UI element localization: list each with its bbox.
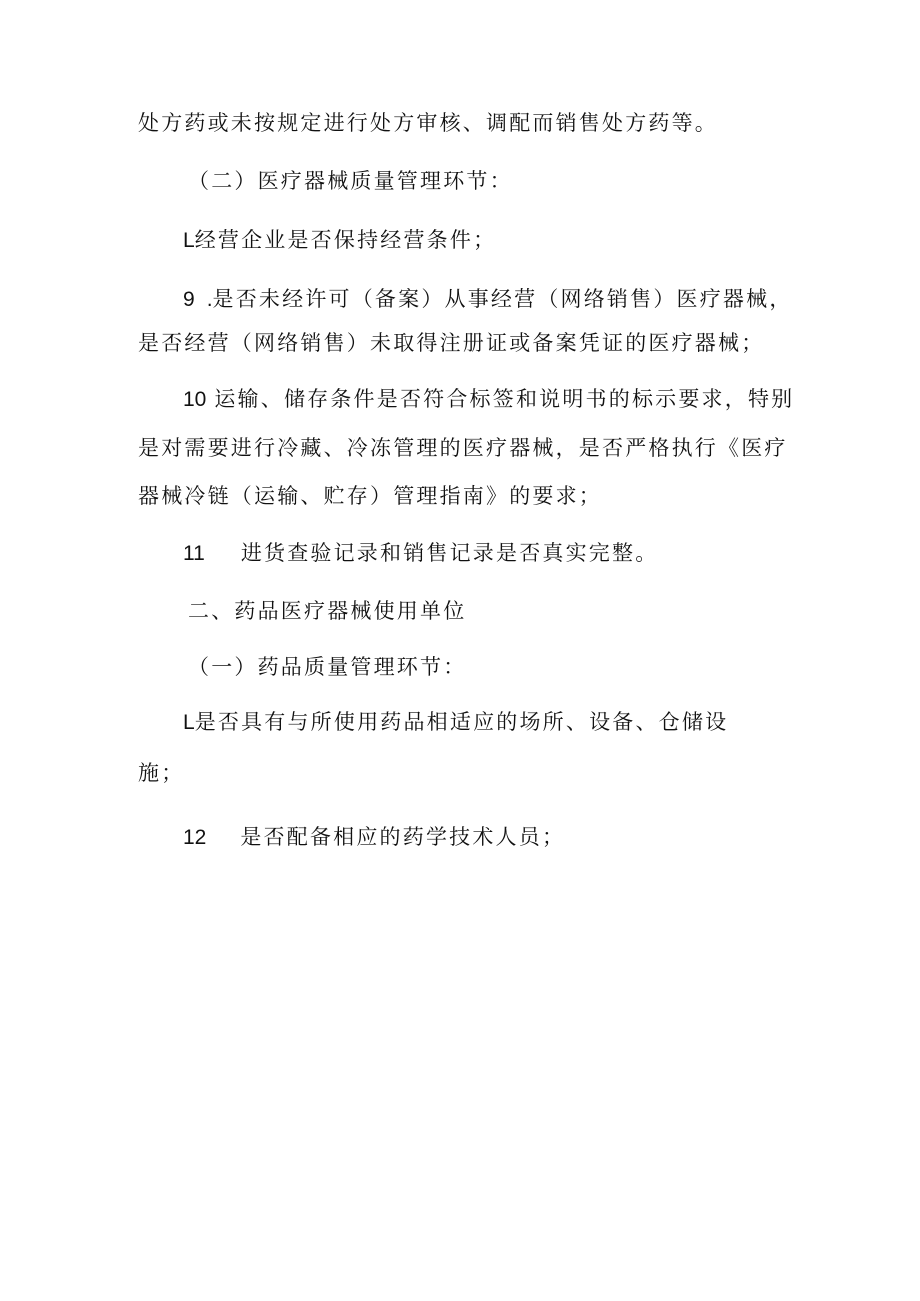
line-text: 器械冷链（运输、贮存）管理指南》的要求； xyxy=(138,484,602,508)
list-item-l-2 xyxy=(183,707,728,738)
section-heading-device-quality xyxy=(188,166,513,196)
line-text: 二、药品医疗器械使用单位 xyxy=(188,599,467,623)
list-item-10 xyxy=(183,384,794,415)
text-line-7 xyxy=(138,433,788,463)
line-text: 经营企业是否保持经营条件； xyxy=(194,228,497,252)
text-line-5 xyxy=(138,328,764,358)
item-marker: L xyxy=(183,711,195,734)
line-text: 是否未经许可（备案）从事经营（网络销售）医疗器械， xyxy=(212,287,793,311)
item-marker: 11 xyxy=(183,542,205,565)
line-text: （二）医疗器械质量管理环节： xyxy=(188,169,513,193)
text-line-8 xyxy=(138,481,602,511)
text-line-13 xyxy=(138,758,184,788)
list-item-12 xyxy=(183,822,565,853)
list-item-9 xyxy=(183,284,793,315)
line-text: 是否具有与所使用药品相适应的场所、设备、仓储设 xyxy=(194,710,729,734)
line-text: 运输、储存条件是否符合标签和说明书的标示要求，特别 xyxy=(214,387,795,411)
item-marker-dot: . xyxy=(206,288,213,311)
line-text: （一）药品质量管理环节： xyxy=(188,655,467,679)
item-marker: 9 xyxy=(183,288,195,311)
item-marker: 12 xyxy=(183,826,207,849)
line-text: 处方药或未按规定进行处方审核、调配而销售处方药等。 xyxy=(138,111,718,135)
line-text: 施； xyxy=(138,761,185,785)
line-text: 是对需要进行冷藏、冷冻管理的医疗器械，是否严格执行《医疗 xyxy=(138,436,788,460)
line-text: 是否配备相应的药学技术人员； xyxy=(240,825,566,849)
line-text: 进货查验记录和销售记录是否真实完整。 xyxy=(240,541,659,565)
item-marker: L xyxy=(183,229,195,252)
section-heading-drug-quality xyxy=(188,652,466,682)
item-marker: 10 xyxy=(183,388,207,411)
text-line-1 xyxy=(138,108,718,138)
line-text: 是否经营（网络销售）未取得注册证或备案凭证的医疗器械； xyxy=(138,331,765,355)
list-item-11 xyxy=(183,538,658,569)
list-item-l xyxy=(183,225,496,256)
section-heading-usage-units xyxy=(188,596,466,626)
